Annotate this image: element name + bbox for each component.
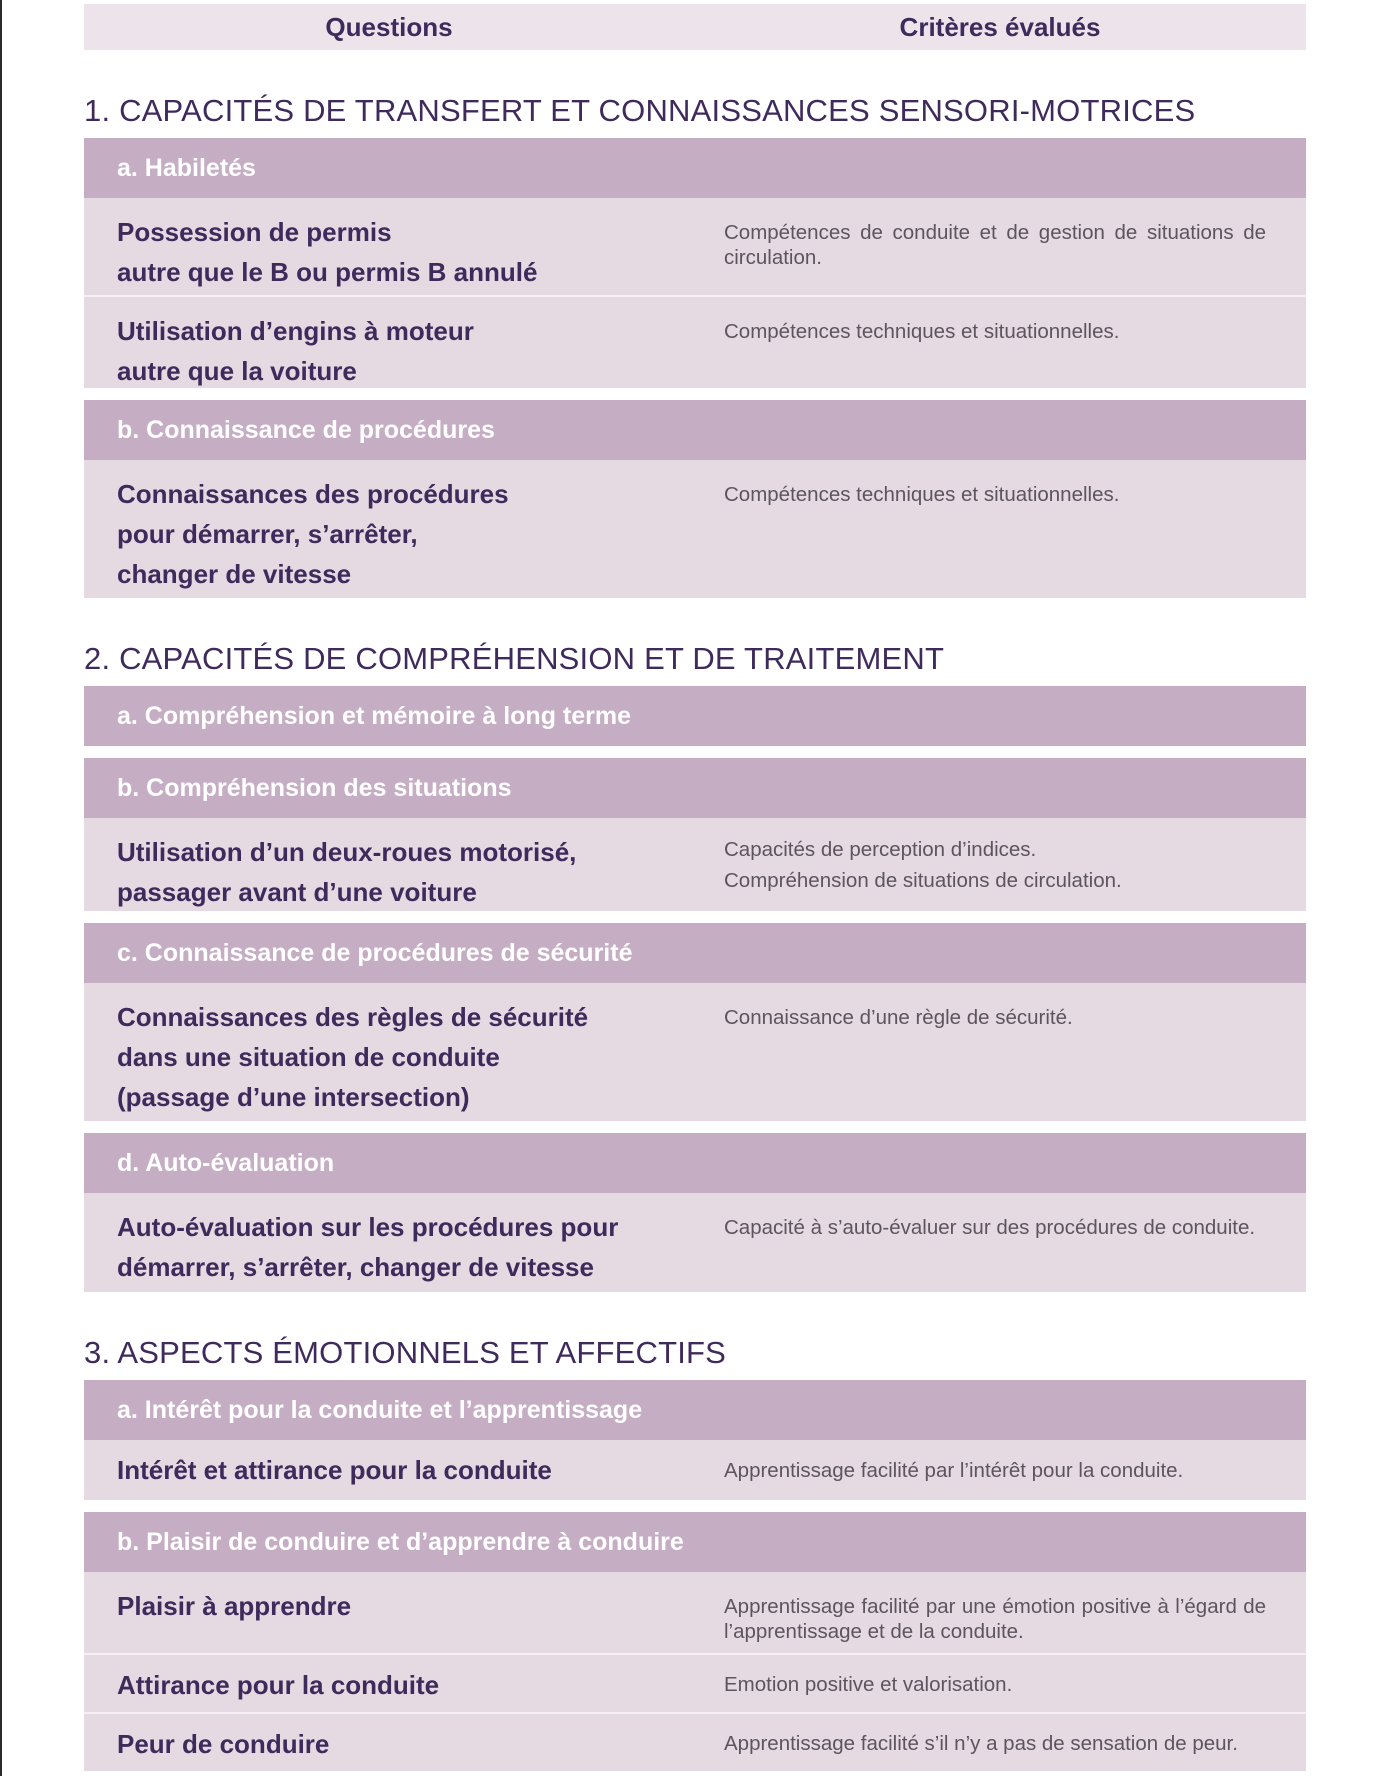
criteria-cell: Emotion positive et valorisation.: [724, 1673, 1013, 1696]
column-header: [84, 4, 1306, 50]
section-title: 1. CAPACITÉS DE TRANSFERT ET CONNAISSANCES SENSORI-MOTRICES: [84, 93, 1196, 128]
question-cell: Attirance pour la conduite: [117, 1670, 440, 1700]
question-cell: Peur de conduire: [117, 1729, 330, 1759]
table-row: [84, 1572, 1306, 1653]
subsection-header: c. Connaissance de procédures de sécurité: [84, 923, 1306, 983]
criteria-cell: Compétences de conduite et de gestion de situations de circulation.: [724, 221, 1266, 269]
criteria-cell: Apprentissage facilité par une émotion positive à l’égard de l’apprentissage et de la conduite.: [724, 1595, 1266, 1643]
subsection-header: a. Intérêt pour la conduite et l’apprentissage: [84, 1380, 1306, 1440]
section-title: 2. CAPACITÉS DE COMPRÉHENSION ET DE TRAITEMENT: [84, 641, 945, 676]
question-cell: Utilisation d’un deux-roues motorisé, passager avant d’une voiture: [117, 837, 577, 907]
criteria-cell: Connaissance d’une règle de sécurité.: [724, 1006, 1073, 1029]
criteria-cell: Capacité à s’auto-évaluer sur des procédures de conduite.: [724, 1216, 1256, 1239]
table-row: [84, 1193, 1306, 1292]
subsection-header: b. Plaisir de conduire et d’apprendre à conduire: [84, 1512, 1306, 1572]
section-title: 3. ASPECTS ÉMOTIONNELS ET AFFECTIFS: [84, 1335, 727, 1370]
criteria-column-header: Critères évalués: [899, 11, 1101, 42]
subsection-header: b. Connaissance de procédures: [84, 400, 1306, 460]
subsection-header: b. Compréhension des situations: [84, 758, 1306, 818]
question-cell: Connaissances des règles de sécurité dans une situation de conduite (passage d’une intersection): [117, 1002, 589, 1112]
question-cell: Plaisir à apprendre: [117, 1591, 352, 1621]
table-row: [84, 460, 1306, 598]
question-cell: Intérêt et attirance pour la conduite: [117, 1455, 552, 1485]
table-row: [84, 295, 1306, 388]
table-row: [84, 1653, 1306, 1712]
criteria-cell: Compétences techniques et situationnelles.: [724, 320, 1120, 343]
question-cell: Utilisation d’engins à moteur autre que la voiture: [117, 316, 474, 386]
table-row: [84, 818, 1306, 911]
question-cell: Auto-évaluation sur les procédures pour démarrer, s’arrêter, changer de vitesse: [117, 1212, 619, 1282]
criteria-cell: Capacités de perception d’indices. Compréhension de situations de circulation.: [724, 838, 1122, 892]
table-row: [84, 1712, 1306, 1771]
subsection-header: a. Habiletés: [84, 138, 1306, 198]
table-row: [84, 983, 1306, 1121]
questions-column-header: Questions: [325, 11, 453, 42]
criteria-cell: Apprentissage facilité par l’intérêt pour la conduite.: [724, 1459, 1184, 1482]
question-cell: Connaissances des procédures pour démarrer, s’arrêter, changer de vitesse: [117, 479, 509, 589]
table-row: [84, 1440, 1306, 1500]
table-row: [84, 198, 1306, 295]
subsection-header: d. Auto-évaluation: [84, 1133, 1306, 1193]
evaluation-table: [84, 4, 1306, 1771]
criteria-cell: Compétences techniques et situationnelles.: [724, 483, 1120, 506]
subsection-header: a. Compréhension et mémoire à long terme: [84, 686, 1306, 746]
criteria-cell: Apprentissage facilité s’il n’y a pas de sensation de peur.: [724, 1732, 1238, 1755]
page-left-border: [0, 0, 2, 1776]
question-cell: Possession de permis autre que le B ou permis B annulé: [117, 217, 538, 287]
